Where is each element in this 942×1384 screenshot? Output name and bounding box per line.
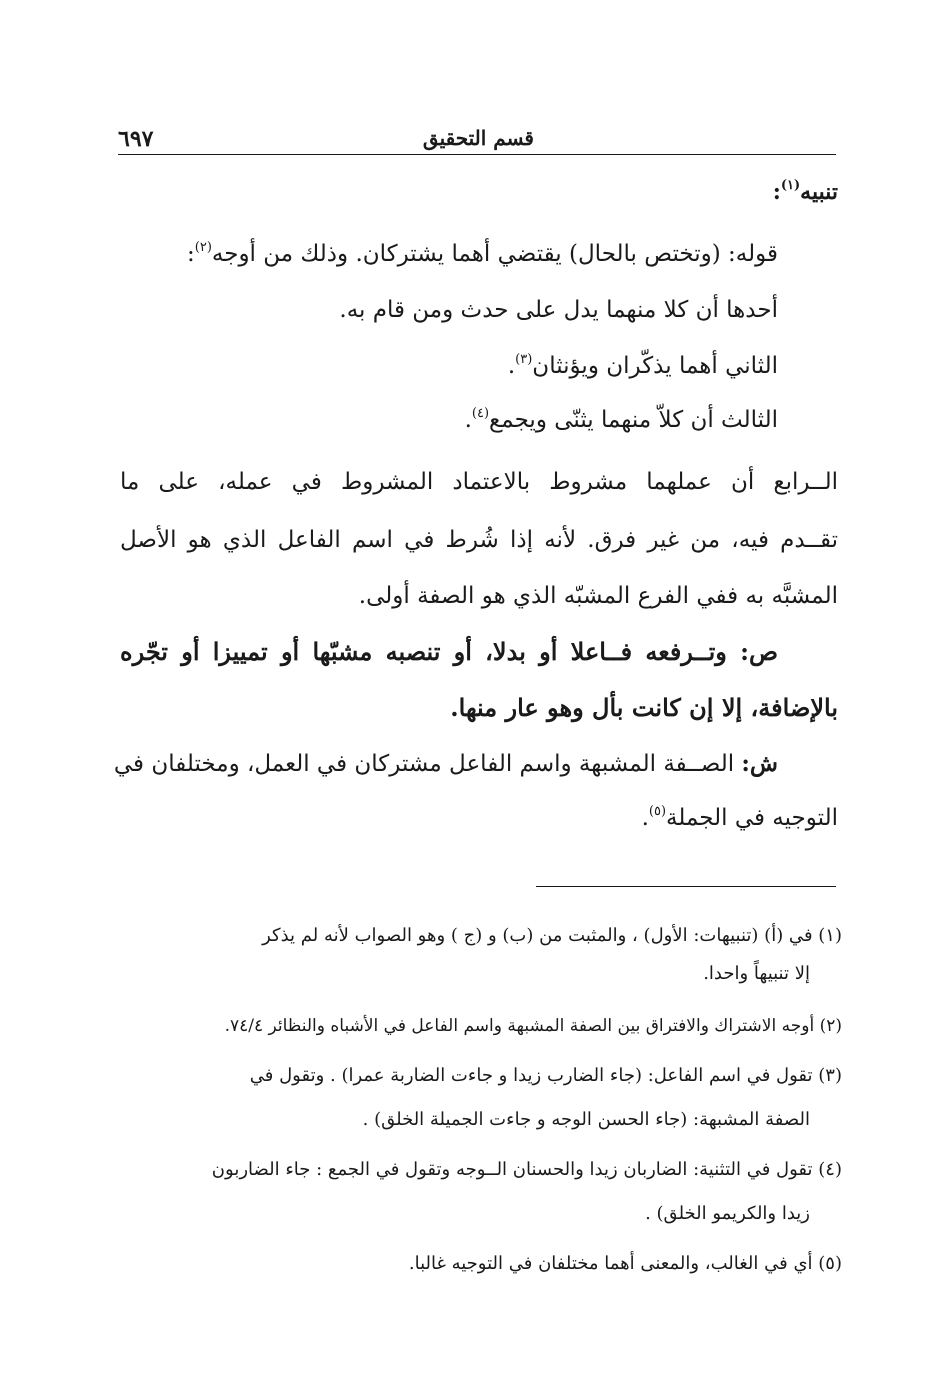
- tanbih-colon: :: [772, 179, 781, 205]
- footnote-4a: (٤) تقول في التثنية: الضاربان زيدا والحسنان الــوجه وتقول في الجمع : جاء الضاربون: [211, 1159, 842, 1180]
- page-number: ٦٩٧: [118, 126, 154, 152]
- footnote-rule: [536, 886, 836, 887]
- sharh-line-2: [642, 802, 838, 834]
- body-line-6: تقــدم فيه، من غير فرق. لأنه إذا شُرط في اسم الفاعل الذي هو الأصل: [120, 527, 838, 553]
- footnote-ref: (٥): [648, 804, 667, 819]
- footnote-5: (٥) أي في الغالب، والمعنى أهما مختلفان في التوجيه غالبا.: [408, 1253, 842, 1274]
- body-text: التوجيه في الجملة: [666, 805, 838, 831]
- footnote-4b: زيدا والكريمو الخلق) .: [645, 1203, 810, 1224]
- footnote-1a: (١) في (أ) (تنبيهات: الأول) ، والمثبت من (ب) و (ج ) وهو الصواب لأنه لم يذكر: [262, 925, 842, 946]
- body-text: الصــفة المشبهة واسم الفاعل مشتركان في العمل، ومختلفان في: [113, 751, 735, 777]
- body-line-1: [187, 238, 778, 270]
- body-text: الثالث أن كلاّ منهما يثنّى ويجمع: [489, 407, 778, 433]
- body-line-4: [465, 404, 778, 436]
- body-text: .: [507, 353, 516, 379]
- body-text: الثاني أهما يذكّران ويؤنثان: [532, 353, 778, 379]
- matn-line-2: بالإضافة، إلا إن كانت بأل وهو عار منها.: [450, 693, 838, 722]
- footnote-ref: (١): [780, 178, 801, 193]
- body-text: قوله: (وتختص بالحال) يقتضي أهما يشتركان. وذلك من أوجه: [211, 241, 778, 267]
- footnote-1b: إلا تنبيهاً واحدا.: [703, 963, 810, 984]
- tanbih-heading: [773, 176, 838, 208]
- section-title: قسم التحقيق: [422, 126, 534, 150]
- tanbih-label: تنبيه: [800, 179, 838, 205]
- sharh-label: ش:: [741, 750, 778, 777]
- header-rule: [118, 154, 836, 155]
- body-text: .: [464, 407, 472, 433]
- body-line-2: أحدها أن كلا منهما يدل على حدث ومن قام به.: [339, 297, 778, 323]
- sharh-line-1: [113, 748, 778, 780]
- footnote-3a: (٣) تقول في اسم الفاعل: (جاء الضارب زيدا و جاءت الضاربة عمرا) . وتقول في: [249, 1065, 842, 1086]
- footnote-2: (٢) أوجه الاشتراك والافتراق بين الصفة المشبهة واسم الفاعل في الأشباه والنظائر ٧٤/٤.: [224, 1016, 842, 1036]
- footnote-ref: (٤): [471, 406, 490, 421]
- footnote-ref: (٣): [515, 352, 533, 367]
- body-line-3: [508, 350, 778, 382]
- matn-line-1: ص: وتــرفعه فــاعلا أو بدلا، أو تنصبه مشبّها أو تمييزا أو تجّره: [120, 637, 778, 666]
- page-header: [118, 126, 836, 156]
- body-line-5: الــرابع أن عملهما مشروط بالاعتماد المشروط في عمله، على ما: [120, 469, 838, 495]
- footnote-3b: الصفة المشبهة: (جاء الحسن الوجه و جاءت الجميلة الخلق) .: [362, 1109, 810, 1130]
- footnote-ref: (٢): [194, 240, 212, 255]
- body-text: .: [641, 805, 649, 831]
- body-line-7: المشبَّه به ففي الفرع المشبّه الذي هو الصفة أولى.: [358, 583, 838, 609]
- body-text: :: [187, 241, 195, 267]
